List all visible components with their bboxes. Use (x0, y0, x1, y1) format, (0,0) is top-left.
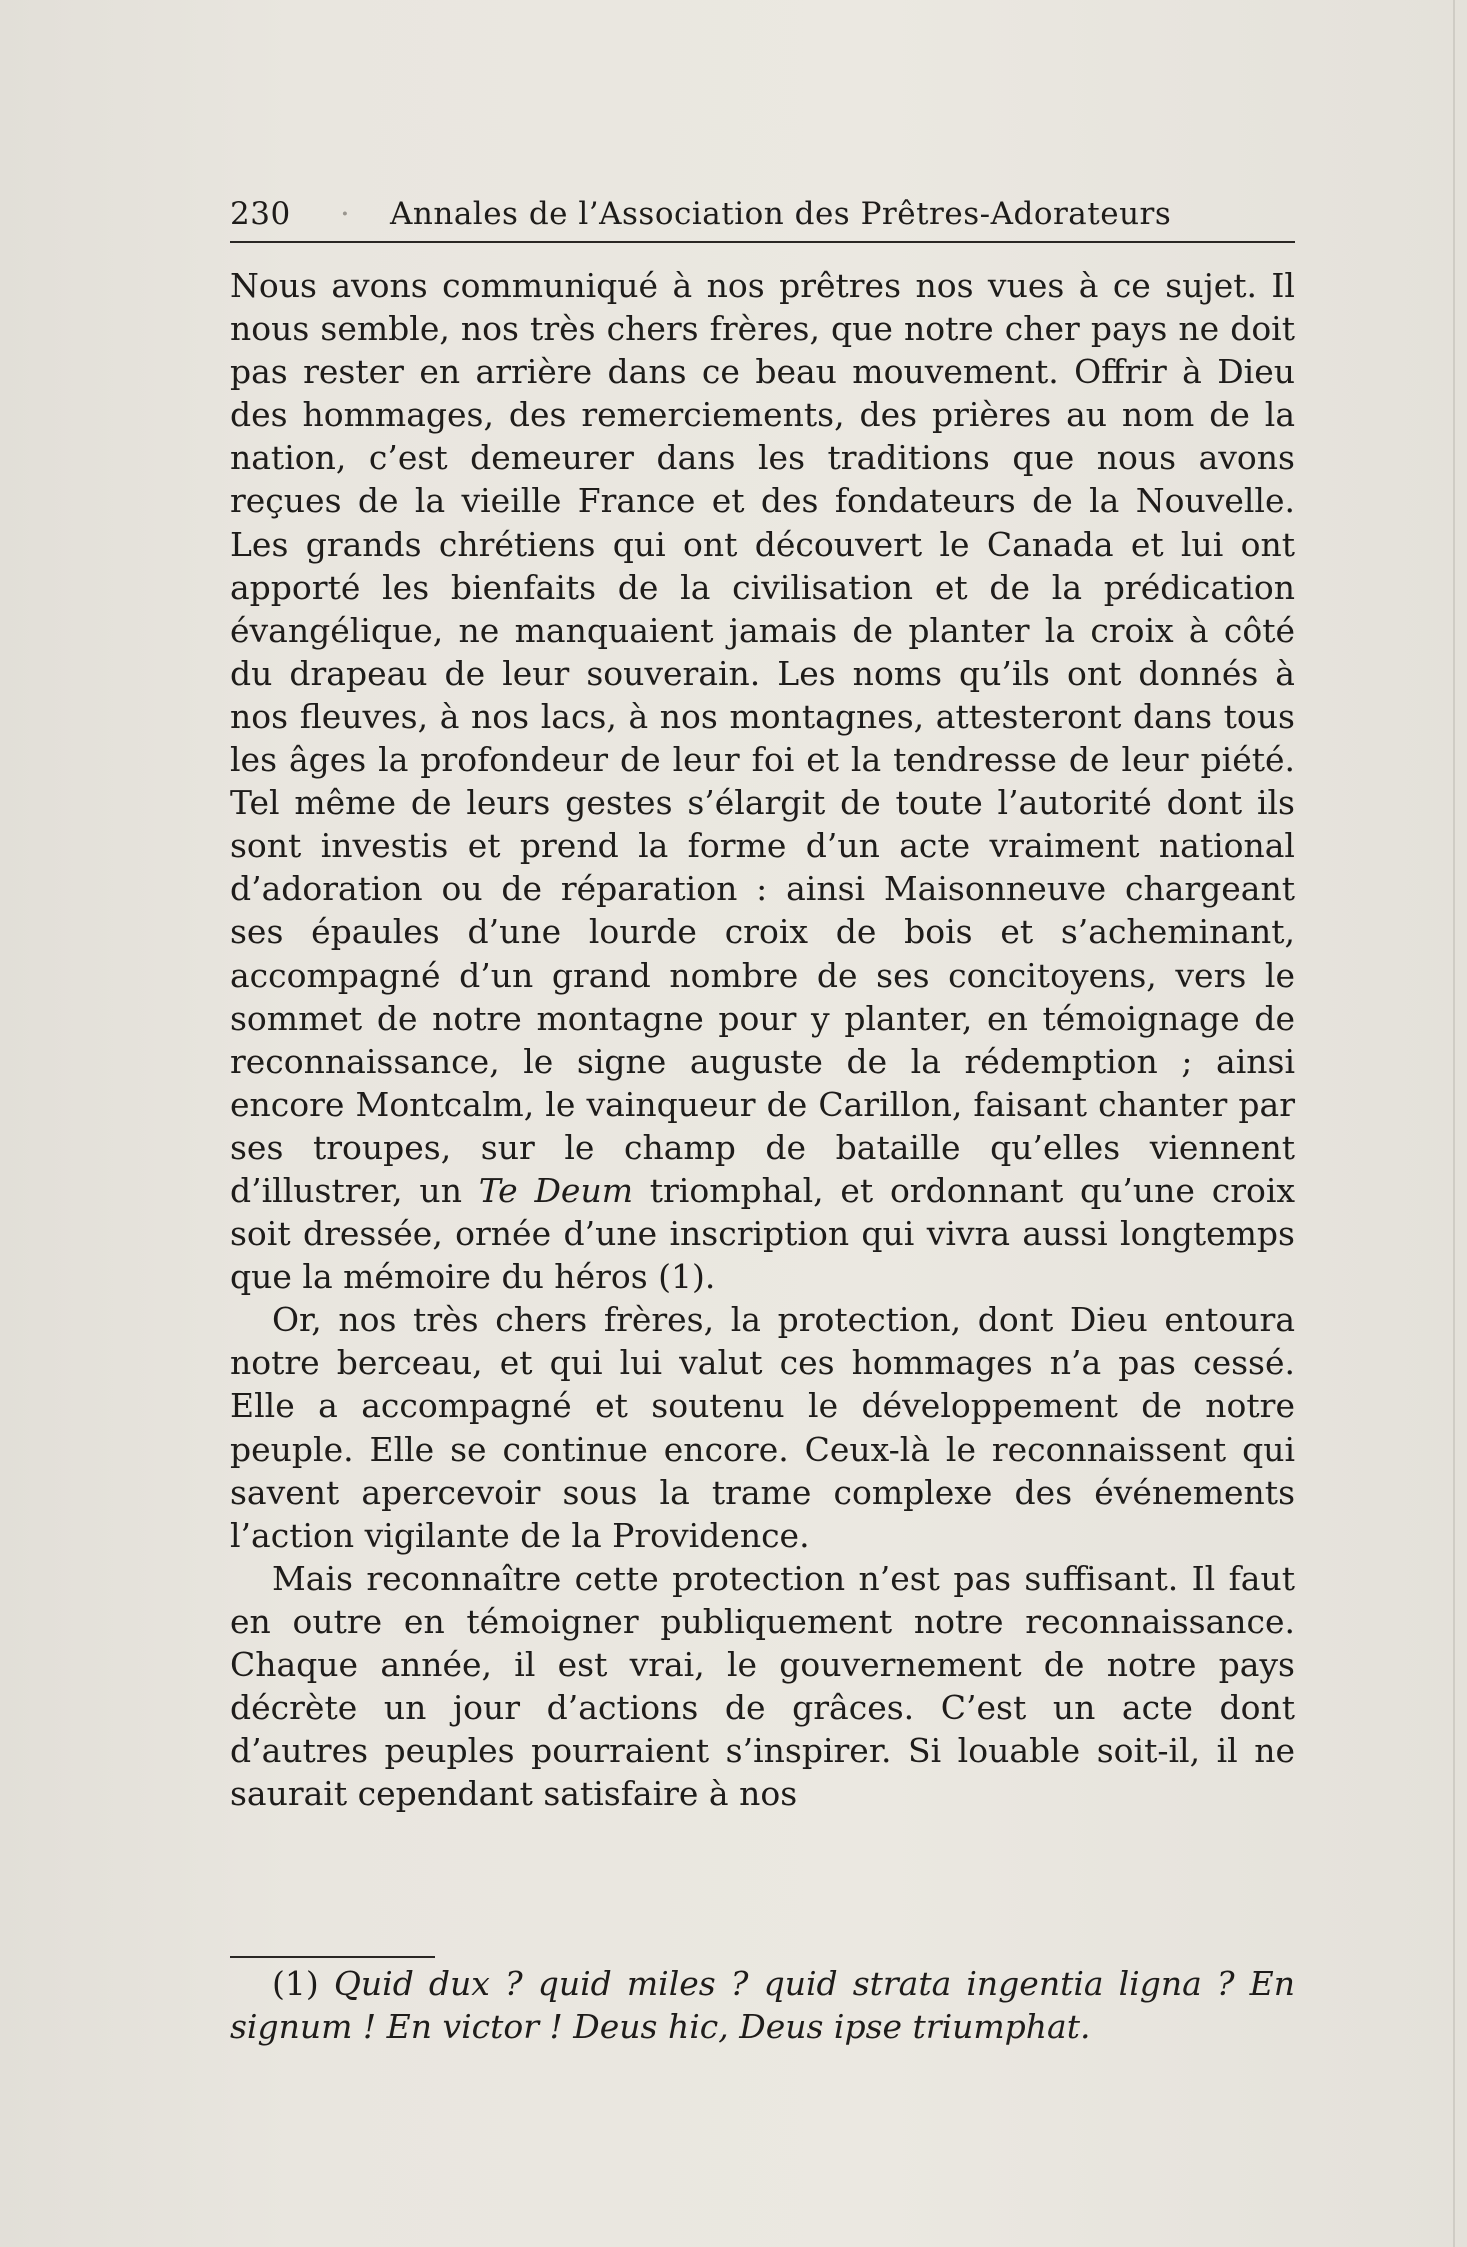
paragraph-1 (230, 264, 1295, 1298)
paragraph-3: Mais reconnaître cette protection n’est pas suffisant. Il faut en outre en témoigner publiquement notre reconnaissance. Chaque année, il est vrai, le gouvernement de notre pays décrète un jour d’actions de grâces. C’est un acte dont d’autres peuples pourraient s’inspirer. Si louable soit-il, il ne saurait cependant satisfaire à nos (230, 1558, 1295, 1814)
footnote-text: Quid dux ? quid miles ? quid strata ingentia ligna ? En signum ! En victor ! Deus hic, Deus ipse triumphat. (230, 1964, 1295, 2046)
body-text (230, 264, 1295, 1815)
header-rule (230, 241, 1295, 243)
paragraph-2: Or, nos très chers frères, la protection, dont Dieu entoura notre berceau, et qui lui valut ces hommages n’a pas cessé. Elle a accompagné et soutenu le développement de notre peuple. Elle se continue encore. Ceux-là le reconnaissent qui savent apercevoir sous la trame complexe des événements l’action vigilante de la Providence. (230, 1300, 1295, 1555)
paragraph-1-text: Nous avons communiqué à nos prêtres nos vues à ce sujet. Il nous semble, nos très chers frères, que notre cher pays ne doit pas rester en arrière dans ce beau mouvement. Offrir à Dieu des hommages, des remerciements, des prières au nom de la nation, c’est demeurer dans les traditions que nous avons reçues de la vieille France et des fondateurs de la Nouvelle. Les grands chrétiens qui ont découvert le Canada et lui ont apporté les bienfaits de la civilisation et de la prédication évangélique, ne manquaient jamais de planter la croix à côté du drapeau de leur souverain. Les noms qu’ils ont donnés à nos fleuves, à nos lacs, à nos montagnes, attesteront dans tous les âges la profondeur de leur foi et la tendresse de leur piété. Tel même de leurs gestes s’élargit de toute l’autorité dont ils sont investis et prend la forme d’un acte vraiment national d’adoration ou de réparation : ainsi Maisonneuve chargeant ses épaules d’une lourde croix de bois et s’acheminant, accompagné d’un grand nombre de ses concitoyens, vers le sommet de notre montagne pour y planter, en témoignage de reconnaissance, le signe auguste de la rédemption ; ainsi encore Montcalm, le vainqueur de Carillon, faisant chanter par ses troupes, sur le champ de bataille qu’elles viennent d’illustrer, un (230, 266, 1295, 1210)
paragraph-1-italic: Te Deum (478, 1170, 633, 1210)
footnote-rule (230, 1956, 435, 1958)
footnote-marker: (1) (272, 1964, 319, 2003)
footnote (230, 1962, 1295, 2048)
page-number: 230 (230, 196, 291, 232)
page-edge (1453, 0, 1455, 2247)
paragraph-1-text-end: triomphal, et ordonnant qu’une croix soit dressée, ornée d’une inscription qui vivra aussi longtemps que la mémoire du héros (1). (230, 1170, 1295, 1297)
running-header (230, 196, 1290, 232)
header-separator: · (340, 196, 351, 232)
running-title: Annales de l’Association des Prêtres-Adorateurs (390, 196, 1172, 232)
